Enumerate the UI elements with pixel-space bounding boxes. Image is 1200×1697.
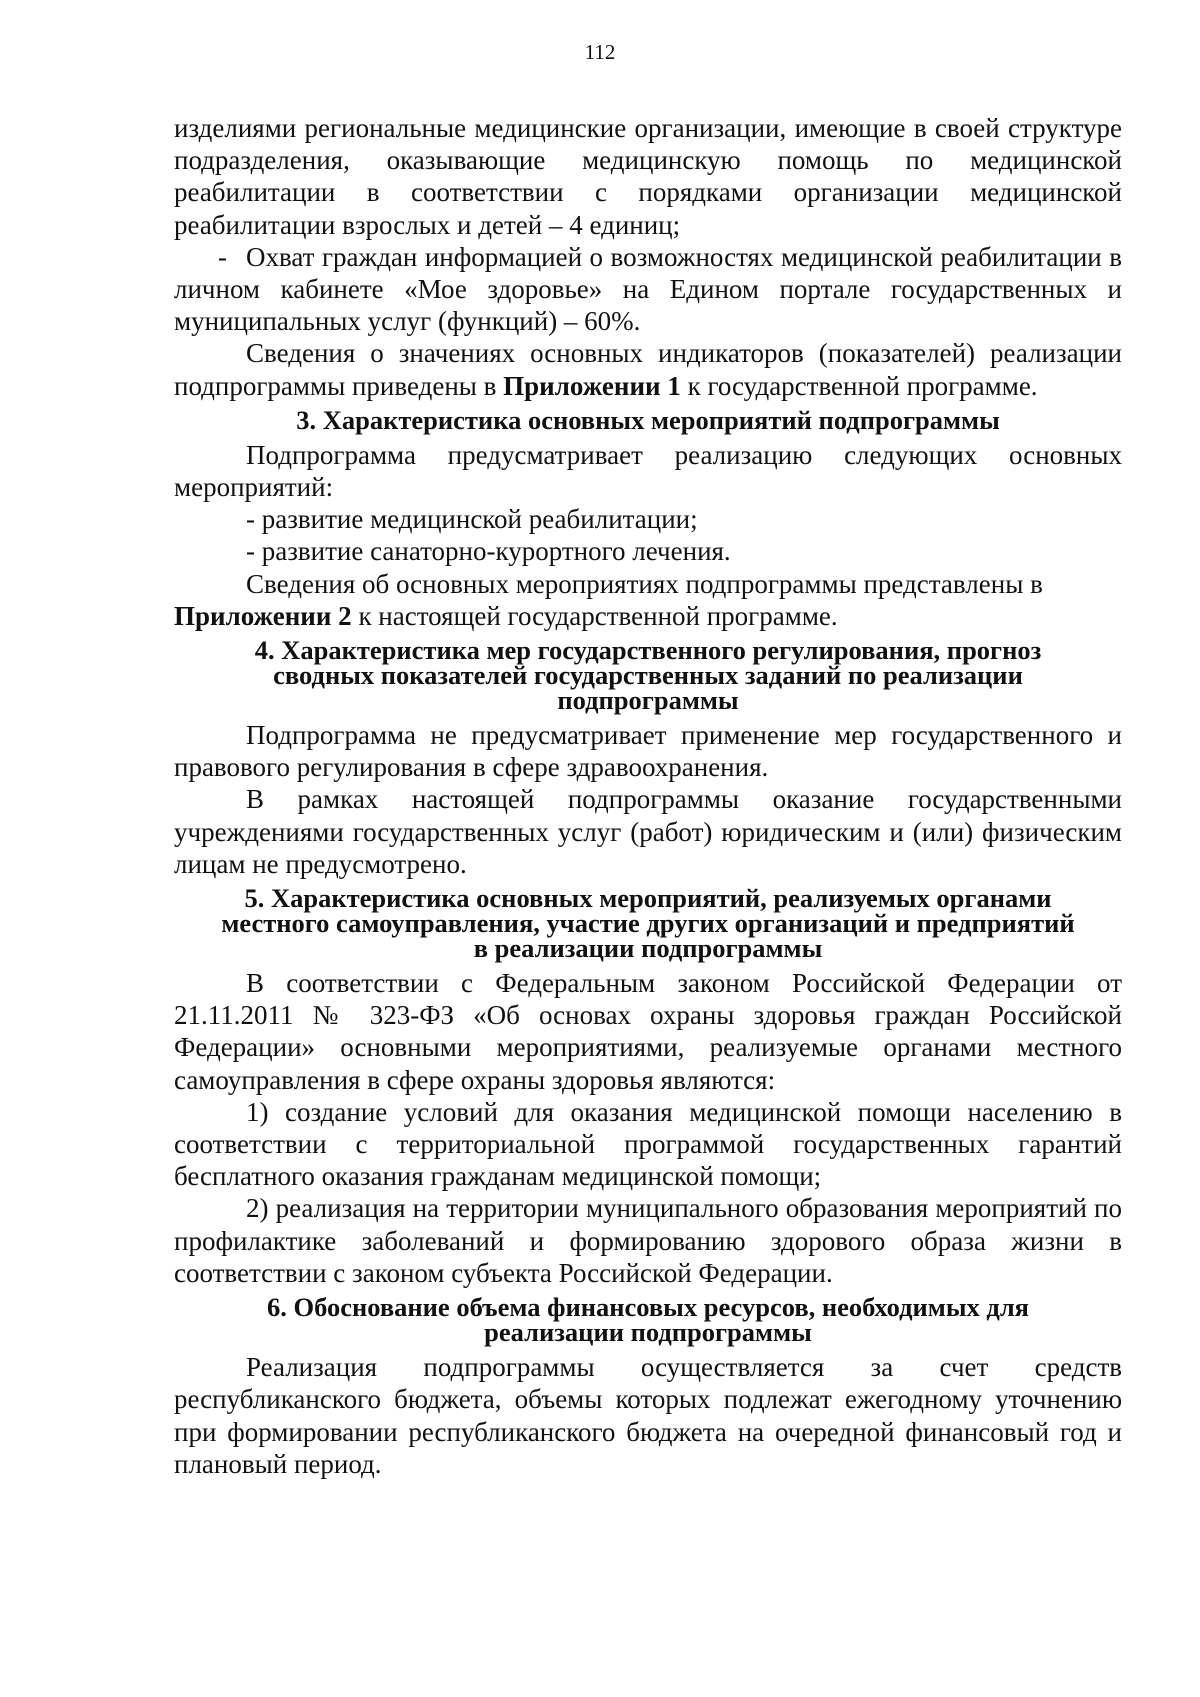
section-3-item-2: - развитие санаторно-курортного лечения. [246, 536, 731, 567]
bullet-dash: - [218, 241, 227, 272]
intro-p3-text: Сведения о значениях основных индикаторов (показателей) реализации подпрограммы приведены в [174, 338, 1122, 401]
section-4-heading-line-2: сводных показателей государственных заданий по реализации [273, 660, 1023, 691]
section-5-heading-line-1: 5. Характеристика основных мероприятий, реализуемых органами [244, 883, 1052, 914]
section-5-heading-line-3: в реализации подпрограммы [473, 933, 823, 964]
section-3-paragraph-1: Подпрограмма предусматривает реализацию следующих основных мероприятий: [174, 439, 1122, 503]
section-6-paragraph-1: Реализация подпрограммы осуществляется за счет средств республиканского бюджета, объемы которых подлежат ежегодному уточнению при формировании республиканского бюджета на очередной финансовый год и плановый период. [174, 1352, 1122, 1479]
intro-bullet-coverage [174, 241, 1122, 338]
section-5-paragraph-3: 2) реализация на территории муниципального образования мероприятий по профилактике заболеваний и формированию здорового образа жизни в соответствии с законом субъекта Российской Федерации. [174, 1193, 1122, 1288]
section-3-paragraph-3 [174, 600, 1122, 632]
section-5-paragraph-1: В соответствии с Федеральным законом Российской Федерации от 21.11.2011 № 323-ФЗ «Об основах охраны здоровья граждан Российской Федерации» основными мероприятиями, реализуемые органами местного самоуправления в сфере охраны здоровья являются: [174, 968, 1122, 1095]
section-4-paragraph-1: Подпрограмма не предусматривает применение мер государственного и правового регулирования в сфере здравоохранения. [174, 720, 1122, 783]
section-5-heading-line-2: местного самоуправления, участие других организаций и предприятий [221, 908, 1075, 939]
intro-paragraph-1: изделиями региональные медицинские организации, имеющие в своей структуре подразделения, оказывающие медицинскую помощь по медицинской реабилитации в соответствии с порядками организации медицинской реабилитации взрослых и детей – 4 единиц; [174, 113, 1122, 240]
section-4-heading-line-3: подпрограммы [557, 685, 739, 716]
section-4-heading [174, 635, 1122, 716]
intro-bullet-text: Охват граждан информацией о возможностях медицинской реабилитации в личном кабинете «Мое здоровье» на Едином портале государственных и муниципальных услуг (функций) – 60%. [174, 241, 1122, 337]
section-5-paragraph-2: 1) создание условий для оказания медицинской помощи населению в соответствии с территориальной программой государственных гарантий бесплатного оказания гражданам медицинской помощи; [174, 1096, 1122, 1192]
section-3-p3-tail: к настоящей государственной программе. [351, 600, 838, 631]
intro-p3-tail: к государственной программе. [680, 370, 1038, 401]
section-4-paragraph-2: В рамках настоящей подпрограммы оказание государственными учреждениями государственных услуг (работ) юридическим и (или) физическим лицам не предусмотрено. [174, 784, 1122, 879]
page-content [174, 112, 1122, 1480]
appendix-1-reference: Приложении 1 [503, 370, 681, 401]
section-5-heading [174, 883, 1122, 964]
intro-paragraph-3 [174, 337, 1122, 401]
appendix-2-reference: Приложении 2 [174, 600, 352, 631]
section-3-item-1: - развитие медицинской реабилитации; [246, 504, 698, 535]
section-3-paragraph-2: Сведения об основных мероприятиях подпрограммы представлены в [246, 568, 1043, 599]
section-3-heading: 3. Характеристика основных мероприятий подпрограммы [296, 404, 1000, 435]
page-number: 112 [584, 40, 616, 64]
section-6-heading-line-1: 6. Обоснование объема финансовых ресурсов, необходимых для [266, 1292, 1030, 1323]
section-6-heading [174, 1292, 1122, 1348]
section-6-heading-line-2: реализации подпрограммы [484, 1317, 812, 1348]
section-4-heading-line-1: 4. Характеристика мер государственного регулирования, прогноз [254, 635, 1042, 666]
